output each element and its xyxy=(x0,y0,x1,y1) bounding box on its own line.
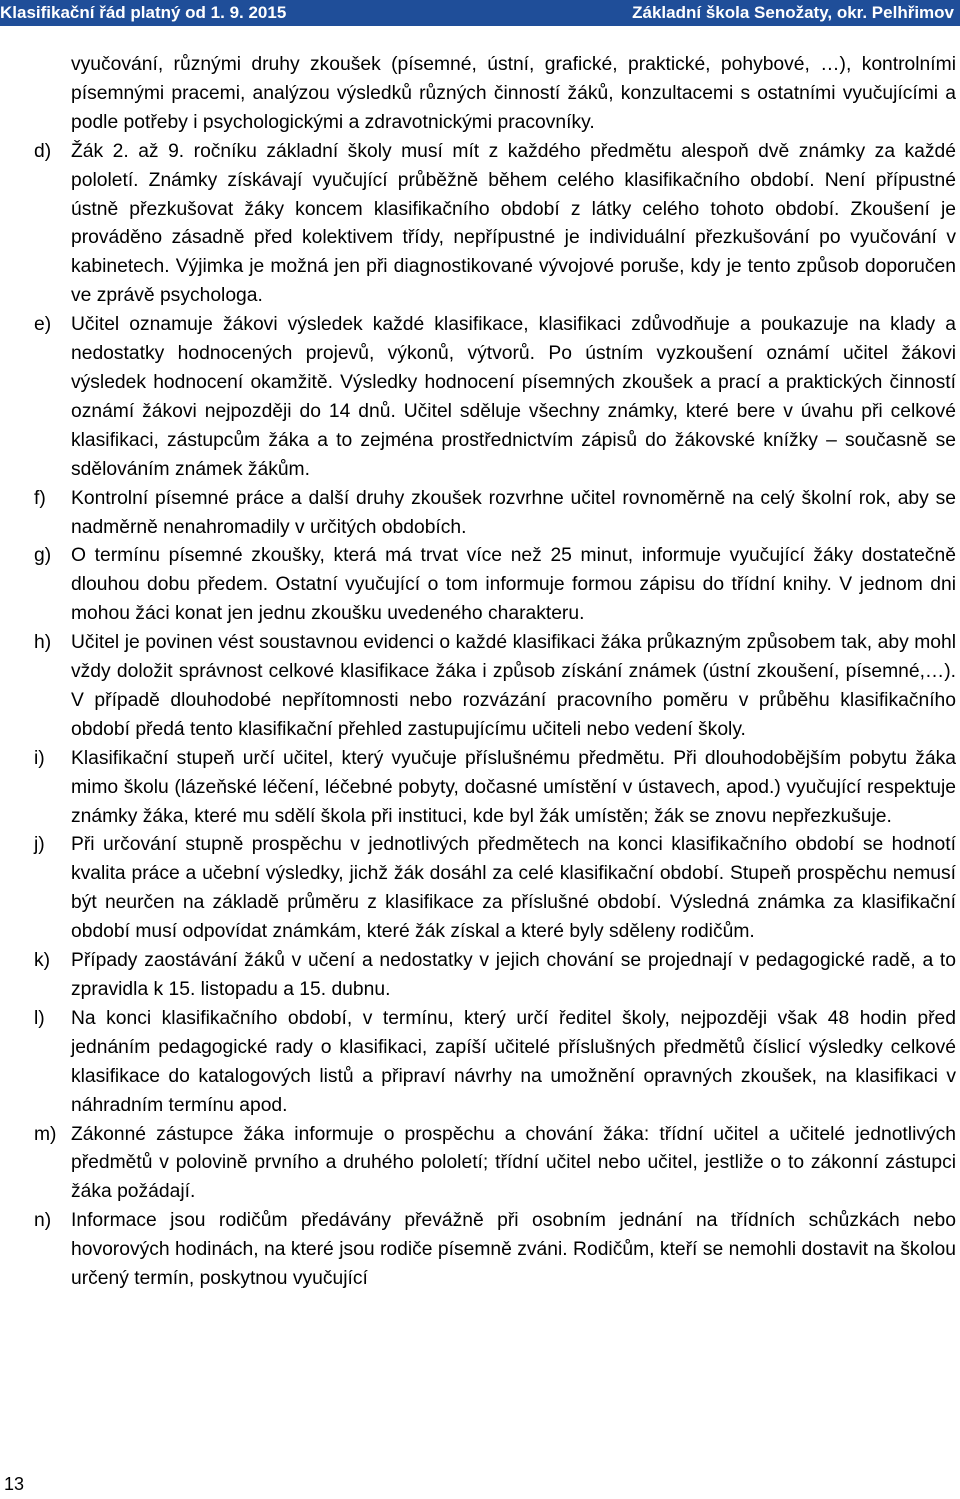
paragraph-text: Na konci klasifikačního období, v termínu, který určí ředitel školy, nejpozději však 48 hodin před jednáním pedagogické rady o klasifikaci, zapíší učitelé příslušných předmětů číslicí výsledky celkové klasifikace do katalogových listů a připraví návrhy na umožnění opravných zkoušek, na klasifikaci v náhradním termínu apod. xyxy=(71,1007,956,1116)
list-marker: f) xyxy=(34,487,46,509)
paragraph-n xyxy=(0,1207,960,1294)
paragraph-text: Učitel je povinen vést soustavnou evidenci o každé klasifikaci žáka průkazným způsobem tak, aby mohl vždy doložit správnost celkové klasifikace žáka i způsob získání známek (ústní zkoušení, písemné,…). V případě dlouhodobé nepřítomnosti nebo rozvázání pracovního poměru v průběhu klasifikačního období předá tento klasifikační přehled zastupujícímu učiteli nebo vedení školy. xyxy=(71,632,956,740)
paragraph-text: Kontrolní písemné práce a další druhy zkoušek rozvrhne učitel rovnoměrně na celý školní rok, aby se nadměrně nenahromadily v určitých obdobích. xyxy=(71,487,956,538)
paragraph-h xyxy=(0,629,960,745)
paragraph-k xyxy=(0,947,960,1005)
paragraph-continued xyxy=(0,51,960,138)
paragraph-text: Klasifikační stupeň určí učitel, který vyučuje příslušnému předmětu. Při dlouhodobějším pobytu žáka mimo školu (lázeňské léčení, léčebné pobyty, dočasné umístění v ústavech, apod.) vyučující respektuje známky žáka, které mu sdělí škola při instituci, kde byl žák umístěn; žák se znovu nepřezkušuje. xyxy=(71,747,956,827)
header-school-name: Základní škola Senožaty, okr. Pelhřimov xyxy=(632,3,954,22)
paragraph-text: Informace jsou rodičům předávány převážně při osobním jednání na třídních schůzkách nebo hovorových hodinách, na které jsou rodiče písemně zváni. Rodičům, kteří se nemohli dostavit na školou určený termín, poskytnou vyučující xyxy=(71,1210,956,1290)
document-body xyxy=(0,51,960,1294)
paragraph-g xyxy=(0,542,960,629)
list-marker: i) xyxy=(34,747,45,769)
paragraph-j xyxy=(0,831,960,947)
list-marker: j) xyxy=(34,834,45,856)
list-marker: k) xyxy=(34,950,51,972)
list-marker: n) xyxy=(34,1210,52,1232)
paragraph-f xyxy=(0,485,960,543)
list-marker: m) xyxy=(34,1123,57,1145)
paragraph-m xyxy=(0,1121,960,1208)
paragraph-text: vyučování, různými druhy zkoušek (písemné, ústní, grafické, praktické, pohybové, …), kontrolními písemnými pracemi, analýzou výsledků různých činností žáků, konzultacemi s ostatními vyučujícími a podle potřeby i psychologickými a zdravotnickými pracovníky. xyxy=(71,54,956,133)
header-document-title: Klasifikační řád platný od 1. 9. 2015 xyxy=(0,3,287,22)
paragraph-i xyxy=(0,745,960,832)
paragraph-text: Žák 2. až 9. ročníku základní školy musí mít z každého předmětu alespoň dvě známky za každé pololetí. Známky získávají vyučující průběžně během celého klasifikačního období. Není přípustné ústně přezkušovat žáky koncem klasifikačního období z látky celého tohoto období. Zkoušení je prováděno zásadně před kolektivem třídy, nepřípustné je individuální přezkušování po vyučování v kabinetech. Výjimka je možná jen při diagnostikované vývojové poruše, kdy je tento způsob doporučen ve zprávě psychologa. xyxy=(71,140,956,307)
paragraph-l xyxy=(0,1005,960,1121)
list-marker: e) xyxy=(34,314,52,336)
paragraph-text: Při určování stupně prospěchu v jednotlivých předmětech na konci klasifikačního období se hodnotí kvalita práce a učební výsledky, jichž žák dosáhl za celé klasifikační období. Stupeň prospěchu nemusí být neurčen na základě průměru z klasifikace za příslušné období. Výsledná známka za klasifikační období musí odpovídat známkám, které žák získal a které byly sděleny rodičům. xyxy=(71,834,956,943)
paragraph-text: Případy zaostávání žáků v učení a nedostatky v jejich chování se projednají v pedagogické radě, a to zpravidla k 15. listopadu a 15. dubnu. xyxy=(71,950,956,1000)
paragraph-text: O termínu písemné zkoušky, která má trvat více než 25 minut, informuje vyučující žáky dostatečně dlouhou dobu předem. Ostatní vyučující o tom informuje formou zápisu do třídní knihy. V jednom dni mohou žáci konat jen jednu zkoušku uvedeného charakteru. xyxy=(71,545,956,625)
list-marker: h) xyxy=(34,632,52,654)
list-marker: g) xyxy=(34,545,52,567)
paragraph-text: Učitel oznamuje žákovi výsledek každé klasifikace, klasifikaci zdůvodňuje a poukazuje na klady a nedostatky hodnocených projevů, výkonů, výtvorů. Po ústním vyzkoušení oznámí učitel žákovi výsledek hodnocení okamžitě. Výsledky hodnocení písemných zkoušek a prací a praktických činností oznámí žákovi nejpozději do 14 dnů. Učitel sděluje všechny známky, které bere v úvahu při celkové klasifikaci, zástupcům žáka a to zejména prostřednictvím zápisů do žákovské knížky – současně se sdělováním známek žákům. xyxy=(71,314,956,480)
page-header xyxy=(0,0,960,26)
paragraph-e xyxy=(0,311,960,484)
list-marker: l) xyxy=(34,1007,45,1029)
paragraph-text: Zákonné zástupce žáka informuje o prospěchu a chování žáka: třídní učitel a učitelé jednotlivých předmětů v polovině prvního a druhého pololetí; třídní učitel nebo učitel, jestliže o to zákonní zástupci žáka požádají. xyxy=(71,1123,956,1203)
paragraph-d xyxy=(0,138,960,311)
page-number: 13 xyxy=(4,1474,25,1494)
list-marker: d) xyxy=(34,140,52,162)
